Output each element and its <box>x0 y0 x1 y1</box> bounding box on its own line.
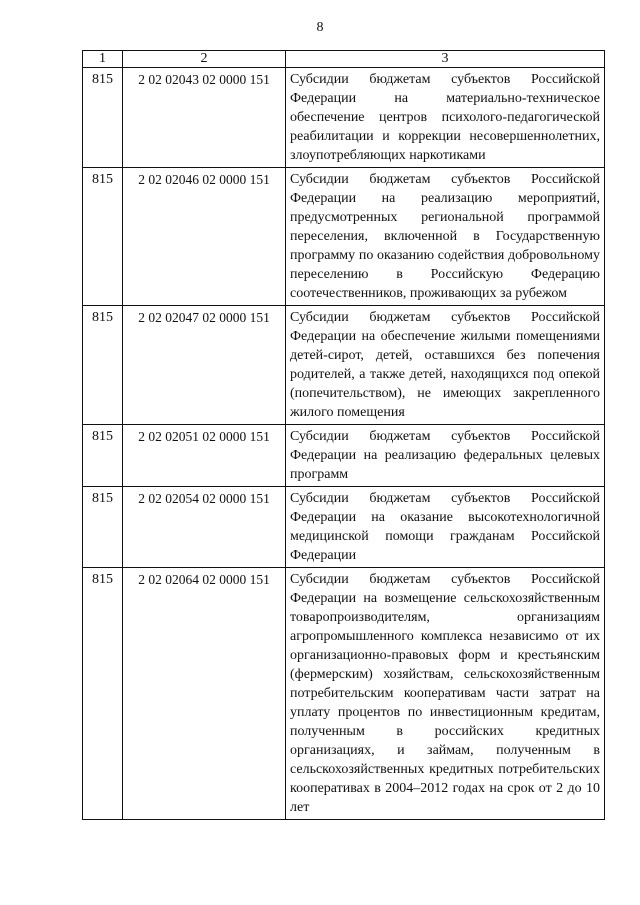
revenue-code-cell: 2 02 02051 02 0000 151 <box>123 425 286 487</box>
description-cell: Субсидии бюджетам субъектов Российской Федерации на обеспечение жилыми помещениями детей-сирот, детей, оставшихся без попечения родителей, а также детей, находящихся под опекой (попечительством), не имеющих закрепленного жилого помещения <box>286 306 605 425</box>
revenue-code-cell: 2 02 02046 02 0000 151 <box>123 168 286 306</box>
column-header-1: 1 <box>83 51 123 68</box>
revenue-code-cell: 2 02 02047 02 0000 151 <box>123 306 286 425</box>
description-cell: Субсидии бюджетам субъектов Российской Федерации на реализацию мероприятий, предусмотренных региональной программой переселения, включенной в Государственную программу по оказанию содействия добровольному переселению в Российскую Федерацию соотечественников, проживающих за рубежом <box>286 168 605 306</box>
admin-code-cell: 815 <box>83 487 123 568</box>
table-row <box>83 68 605 168</box>
revenue-code-cell: 2 02 02054 02 0000 151 <box>123 487 286 568</box>
description-cell: Субсидии бюджетам субъектов Российской Федерации на возмещение сельскохозяйственным товаропроизводителям, организациям агропромышленного комплекса независимо от их организационно-правовых форм и крестьянским (фермерским) хозяйствам, сельскохозяйственным потребительским кооперативам части затрат на уплату процентов по инвестиционным кредитам, полученным в российских кредитных организациях, и займам, полученным в сельскохозяйственных кредитных потребительских кооперативах в 2004–2012 годах на срок от 2 до 10 лет <box>286 568 605 820</box>
budget-codes-table <box>82 50 605 820</box>
page-number: 8 <box>316 20 324 35</box>
description-cell: Субсидии бюджетам субъектов Российской Федерации на реализацию федеральных целевых программ <box>286 425 605 487</box>
admin-code-cell: 815 <box>83 168 123 306</box>
admin-code-cell: 815 <box>83 425 123 487</box>
table-row <box>83 306 605 425</box>
revenue-code-cell: 2 02 02064 02 0000 151 <box>123 568 286 820</box>
column-header-3: 3 <box>286 51 605 68</box>
table-row <box>83 425 605 487</box>
table-header-row <box>83 51 605 68</box>
table-row <box>83 568 605 820</box>
column-header-2: 2 <box>123 51 286 68</box>
admin-code-cell: 815 <box>83 68 123 168</box>
admin-code-cell: 815 <box>83 306 123 425</box>
description-cell: Субсидии бюджетам субъектов Российской Федерации на оказание высокотехнологичной медицинской помощи гражданам Российской Федерации <box>286 487 605 568</box>
description-cell: Субсидии бюджетам субъектов Российской Федерации на материально-техническое обеспечение центров психолого-педагогической реабилитации и коррекции несовершеннолетних, злоупотребляющих наркотиками <box>286 68 605 168</box>
table-row <box>83 487 605 568</box>
admin-code-cell: 815 <box>83 568 123 820</box>
table-row <box>83 168 605 306</box>
revenue-code-cell: 2 02 02043 02 0000 151 <box>123 68 286 168</box>
